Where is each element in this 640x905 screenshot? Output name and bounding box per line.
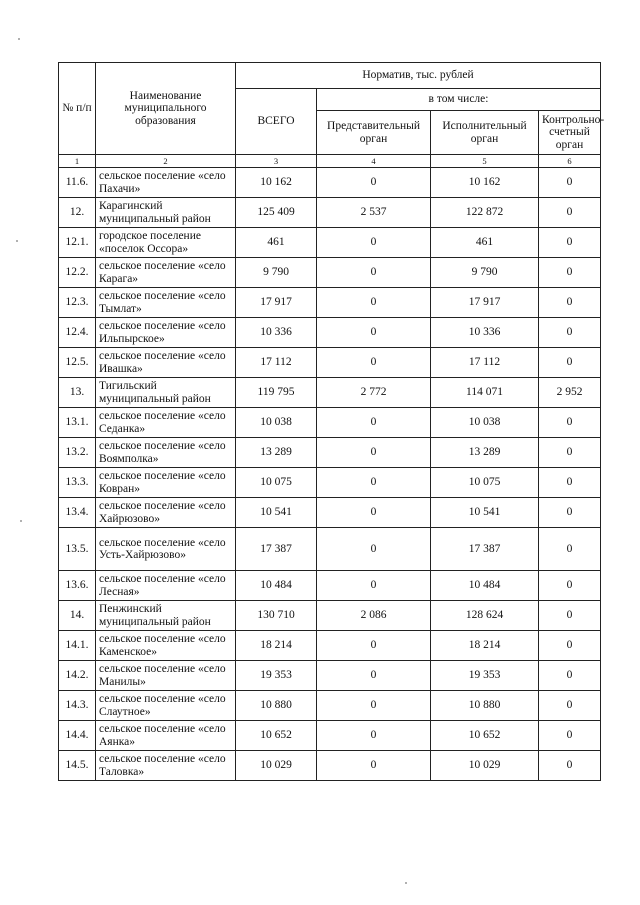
table-body: [59, 168, 601, 781]
total-value: 17 112: [236, 348, 317, 378]
row-number: 13.4.: [59, 498, 96, 528]
column-number: 6: [539, 155, 601, 168]
control-value: 0: [539, 288, 601, 318]
row-number: 12.3.: [59, 288, 96, 318]
executive-value: 114 071: [431, 378, 539, 408]
municipality-name: сельское поселение «село Ильпырское»: [96, 318, 236, 348]
total-value: 19 353: [236, 661, 317, 691]
table-row: [59, 721, 601, 751]
total-value: 10 541: [236, 498, 317, 528]
table-row: [59, 601, 601, 631]
table-row: [59, 751, 601, 781]
municipality-name: сельское поселение «село Аянка»: [96, 721, 236, 751]
total-value: 17 387: [236, 528, 317, 571]
row-number: 13.: [59, 378, 96, 408]
representative-value: 0: [317, 228, 431, 258]
executive-value: 17 387: [431, 528, 539, 571]
control-value: 0: [539, 318, 601, 348]
column-number: 4: [317, 155, 431, 168]
representative-value: 2 772: [317, 378, 431, 408]
column-number: 2: [96, 155, 236, 168]
representative-value: 0: [317, 408, 431, 438]
representative-value: 0: [317, 721, 431, 751]
table-row: [59, 228, 601, 258]
control-value: 0: [539, 258, 601, 288]
municipality-name: сельское поселение «село Каменское»: [96, 631, 236, 661]
representative-value: 0: [317, 571, 431, 601]
control-value: 0: [539, 168, 601, 198]
table-row: [59, 258, 601, 288]
municipality-name: сельское поселение «село Слаутное»: [96, 691, 236, 721]
column-number: 5: [431, 155, 539, 168]
representative-value: 0: [317, 751, 431, 781]
control-value: 0: [539, 228, 601, 258]
row-number: 14.5.: [59, 751, 96, 781]
control-value: 0: [539, 691, 601, 721]
control-value: 0: [539, 348, 601, 378]
scan-speck: [20, 520, 22, 522]
executive-value: 9 790: [431, 258, 539, 288]
row-number: 13.2.: [59, 438, 96, 468]
executive-value: 122 872: [431, 198, 539, 228]
executive-value: 18 214: [431, 631, 539, 661]
total-value: 119 795: [236, 378, 317, 408]
total-value: 10 029: [236, 751, 317, 781]
representative-value: 0: [317, 631, 431, 661]
representative-value: 0: [317, 691, 431, 721]
control-value: 0: [539, 571, 601, 601]
executive-value: 10 029: [431, 751, 539, 781]
executive-value: 13 289: [431, 438, 539, 468]
total-value: 13 289: [236, 438, 317, 468]
table-row: [59, 691, 601, 721]
executive-value: 10 541: [431, 498, 539, 528]
municipality-name: Тигильский муниципальный район: [96, 378, 236, 408]
table-row: [59, 498, 601, 528]
row-number: 14.2.: [59, 661, 96, 691]
table-row: [59, 528, 601, 571]
control-value: 0: [539, 198, 601, 228]
row-number: 13.1.: [59, 408, 96, 438]
row-number: 14.1.: [59, 631, 96, 661]
municipality-name: Пенжинский муниципальный район: [96, 601, 236, 631]
municipality-name: сельское поселение «село Седанка»: [96, 408, 236, 438]
row-number: 12.1.: [59, 228, 96, 258]
control-value: 0: [539, 528, 601, 571]
column-number: 3: [236, 155, 317, 168]
representative-value: 0: [317, 468, 431, 498]
control-value: 0: [539, 408, 601, 438]
executive-value: 10 075: [431, 468, 539, 498]
executive-value: 10 652: [431, 721, 539, 751]
control-value: 0: [539, 751, 601, 781]
executive-value: 10 880: [431, 691, 539, 721]
municipality-name: сельское поселение «село Лесная»: [96, 571, 236, 601]
control-value: 0: [539, 468, 601, 498]
control-value: 0: [539, 601, 601, 631]
representative-value: 0: [317, 258, 431, 288]
table-row: [59, 288, 601, 318]
municipality-name: городское поселение «поселок Оссора»: [96, 228, 236, 258]
table-row: [59, 438, 601, 468]
representative-value: 0: [317, 438, 431, 468]
table-row: [59, 378, 601, 408]
control-value: 2 952: [539, 378, 601, 408]
control-value: 0: [539, 661, 601, 691]
executive-value: 10 038: [431, 408, 539, 438]
municipality-name: сельское поселение «село Тымлат»: [96, 288, 236, 318]
executive-value: 461: [431, 228, 539, 258]
municipality-name: сельское поселение «село Ивашка»: [96, 348, 236, 378]
header-norm: Норматив, тыс. рублей: [236, 63, 601, 89]
control-value: 0: [539, 721, 601, 751]
table-row: [59, 631, 601, 661]
municipality-name: сельское поселение «село Пахачи»: [96, 168, 236, 198]
municipality-name: сельское поселение «село Усть-Хайрюзово»: [96, 528, 236, 571]
municipality-name: сельское поселение «село Таловка»: [96, 751, 236, 781]
executive-value: 10 336: [431, 318, 539, 348]
total-value: 461: [236, 228, 317, 258]
row-number: 14.3.: [59, 691, 96, 721]
row-number: 13.3.: [59, 468, 96, 498]
total-value: 10 038: [236, 408, 317, 438]
table-row: [59, 348, 601, 378]
municipality-name: Карагинский муниципальный район: [96, 198, 236, 228]
representative-value: 2 086: [317, 601, 431, 631]
municipality-name: сельское поселение «село Хайрюзово»: [96, 498, 236, 528]
representative-value: 0: [317, 498, 431, 528]
scan-speck: [405, 882, 407, 884]
row-number: 14.: [59, 601, 96, 631]
header-total: ВСЕГО: [236, 89, 317, 155]
row-number: 14.4.: [59, 721, 96, 751]
column-number: 1: [59, 155, 96, 168]
total-value: 9 790: [236, 258, 317, 288]
header-representative-body: Представительный орган: [317, 111, 431, 155]
scan-speck: [18, 38, 20, 40]
executive-value: 10 162: [431, 168, 539, 198]
table-row: [59, 661, 601, 691]
control-value: 0: [539, 631, 601, 661]
control-value: 0: [539, 498, 601, 528]
total-value: 10 336: [236, 318, 317, 348]
total-value: 125 409: [236, 198, 317, 228]
row-number: 13.6.: [59, 571, 96, 601]
norms-table: [58, 62, 605, 781]
total-value: 10 652: [236, 721, 317, 751]
header-municipality-name: Наименование муниципального образования: [96, 63, 236, 155]
control-value: 0: [539, 438, 601, 468]
municipality-name: сельское поселение «село Манилы»: [96, 661, 236, 691]
executive-value: 17 917: [431, 288, 539, 318]
table-row: [59, 318, 601, 348]
municipality-name: сельское поселение «село Карага»: [96, 258, 236, 288]
row-number: 12.5.: [59, 348, 96, 378]
table-row: [59, 408, 601, 438]
table-row: [59, 198, 601, 228]
table-row: [59, 468, 601, 498]
representative-value: 0: [317, 528, 431, 571]
executive-value: 10 484: [431, 571, 539, 601]
representative-value: 0: [317, 168, 431, 198]
table-row: [59, 571, 601, 601]
representative-value: 0: [317, 661, 431, 691]
total-value: 10 484: [236, 571, 317, 601]
row-number: 13.5.: [59, 528, 96, 571]
representative-value: 0: [317, 288, 431, 318]
column-number-row: [59, 155, 601, 168]
total-value: 130 710: [236, 601, 317, 631]
header-control-body: Контрольно-счетный орган: [539, 111, 601, 155]
representative-value: 2 537: [317, 198, 431, 228]
header-including: в том числе:: [317, 89, 601, 111]
scan-speck: [16, 240, 18, 242]
municipality-name: сельское поселение «село Воямполка»: [96, 438, 236, 468]
executive-value: 17 112: [431, 348, 539, 378]
municipality-name: сельское поселение «село Ковран»: [96, 468, 236, 498]
executive-value: 128 624: [431, 601, 539, 631]
total-value: 10 880: [236, 691, 317, 721]
total-value: 10 162: [236, 168, 317, 198]
representative-value: 0: [317, 318, 431, 348]
total-value: 18 214: [236, 631, 317, 661]
header-number: № п/п: [59, 63, 96, 155]
executive-value: 19 353: [431, 661, 539, 691]
row-number: 12.2.: [59, 258, 96, 288]
total-value: 17 917: [236, 288, 317, 318]
representative-value: 0: [317, 348, 431, 378]
header-executive-body: Исполнительный орган: [431, 111, 539, 155]
table-row: [59, 168, 601, 198]
row-number: 12.4.: [59, 318, 96, 348]
row-number: 11.6.: [59, 168, 96, 198]
total-value: 10 075: [236, 468, 317, 498]
row-number: 12.: [59, 198, 96, 228]
